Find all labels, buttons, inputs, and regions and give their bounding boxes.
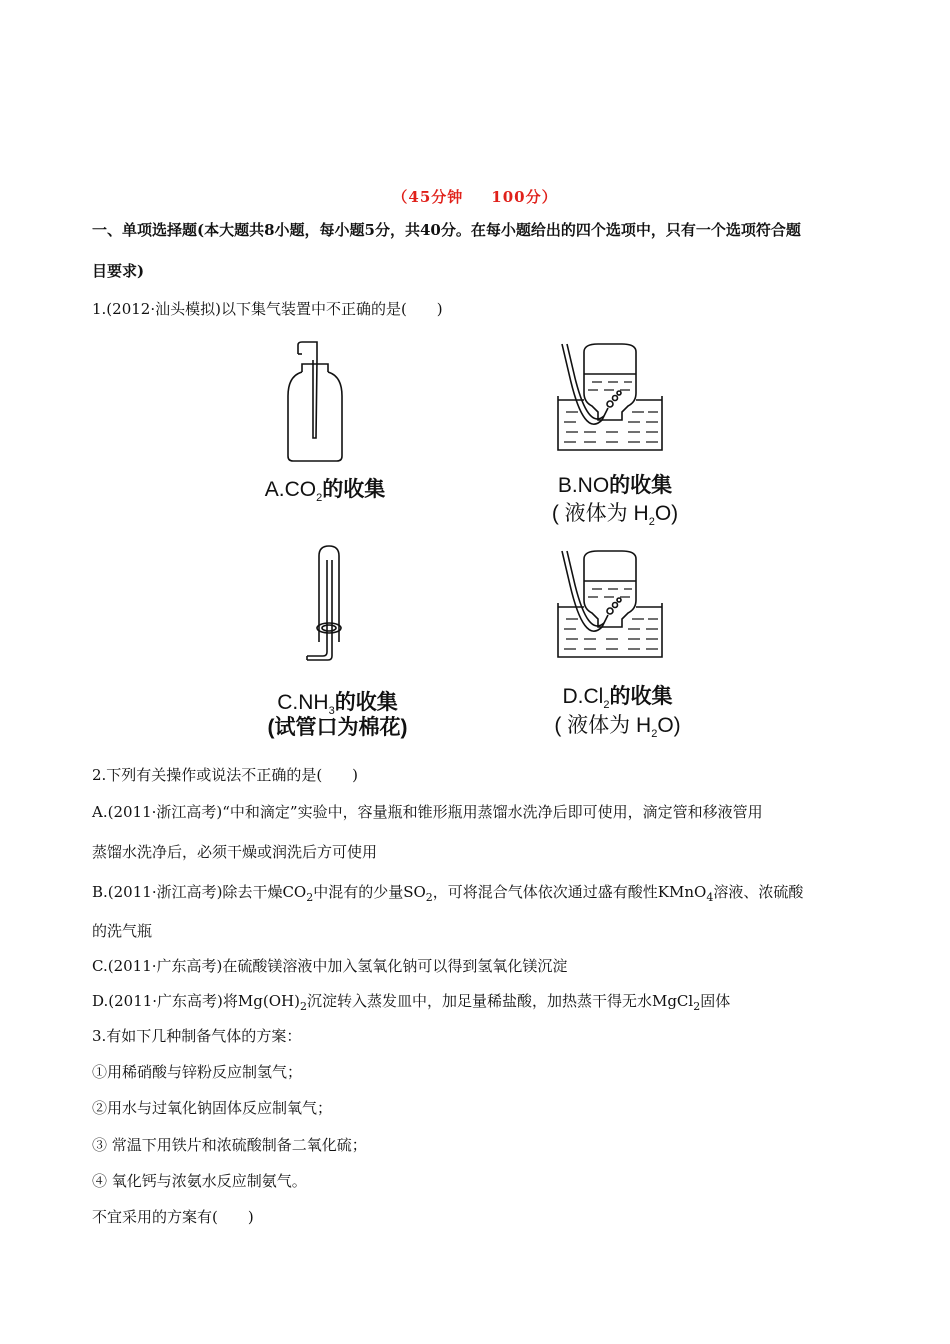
q3-option-1: ①用稀硝酸与锌粉反应制氢气； [92,1063,303,1081]
figure-b-water-trough [548,338,668,458]
q2-stem: 2.下列有关操作或说法不正确的是( ) [92,766,359,784]
figure-d-water-trough [548,545,668,665]
q2-option-a-line2: 蒸馏水洗净后，必须干燥或润洗后方可使用 [92,843,378,861]
caption-d-line1: $D.Cl_2$的收集 [562,685,673,712]
q3-stem: 3.有如下几种制备气体的方案： [92,1027,302,1045]
q1-stem: 1.(2012·汕头模拟)以下集气装置中不正确的是( ) [92,300,443,318]
timing-score: 100分） [491,188,558,206]
figure-c-test-tube [305,542,355,664]
q2-option-c: C.(2011·广东高考)在硫酸镁溶液中加入氢氧化钠可以得到氢氧化镁沉淀 [92,957,568,975]
section-heading-line2: 目要求) [92,262,145,280]
figure-a-gas-bottle [280,340,350,465]
caption-a: $A.CO_2$的收集 [264,478,386,505]
q3-tail: 不宜采用的方案有( ) [92,1208,254,1226]
section-heading-line1: 一、单项选择题(本大题共8小题，每小题5分，共40分。在每小题给出的四个选项中，只有一个选项符合题 [92,221,801,239]
q2-option-b-line1: B.(2011·浙江高考)除去干燥$CO_2$中混有的少量$SO_2$，可将混合气体依次通过盛有酸性KMnO$_4$溶液、浓硫酸 [92,883,804,904]
caption-c-line1: $C.NH_3$的收集 [277,691,398,718]
q3-option-3: ③ 常温下用铁片和浓硫酸制备二氧化硫； [92,1136,367,1154]
q3-option-2: ②用水与过氧化钠固体反应制氧气； [92,1099,333,1117]
q2-option-a-line1: A.(2011·浙江高考)“中和滴定”实验中，容量瓶和锥形瓶用蒸馏水洗净后即可使用，滴定管和移液管用 [92,803,763,821]
timing-header [0,186,950,207]
caption-d-line2: ( 液体为 $H_2O$) [554,714,681,741]
timing-time: （45分钟 [392,188,464,206]
caption-b-line2: ( 液体为 $H_2O$) [551,502,679,529]
caption-b-line1: B.NO的收集 [557,474,673,497]
caption-c-line2: (试管口为棉花) [267,716,408,739]
q3-option-4: ④ 氧化钙与浓氨水反应制氨气。 [92,1172,307,1190]
q2-option-b-line2: 的洗气瓶 [92,922,153,940]
q2-option-d: D.(2011·广东高考)将$Mg(OH)_2$沉淀转入蒸发皿中，加足量稀盐酸，加热蒸干得无水MgCl$_2$固体 [92,992,731,1013]
